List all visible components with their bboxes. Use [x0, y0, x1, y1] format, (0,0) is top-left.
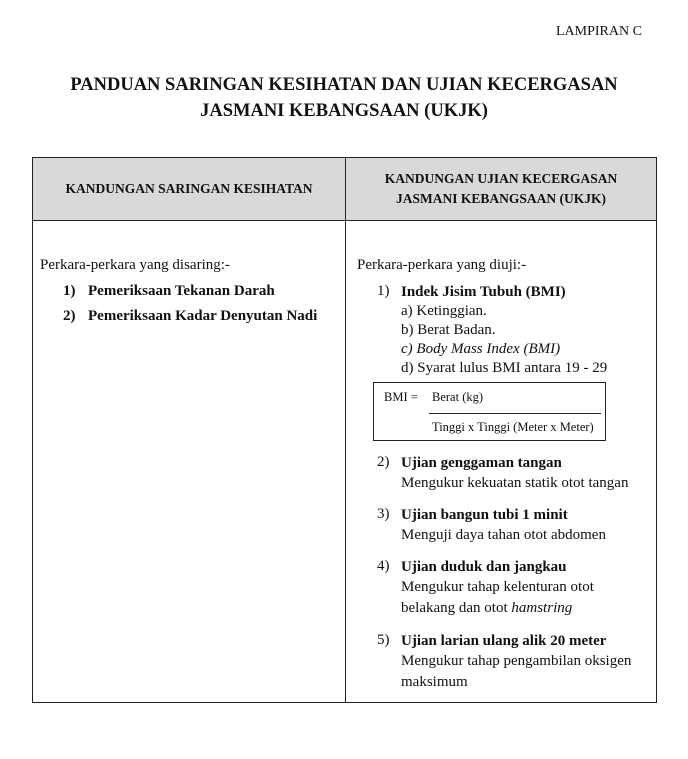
- list-item-bmi: [377, 283, 657, 441]
- sub-item: b) Berat Badan.: [401, 322, 496, 338]
- list-item: [377, 506, 657, 545]
- fraction-line: [429, 413, 601, 414]
- item-title: Ujian duduk dan jangkau: [401, 559, 567, 575]
- desc-italic: hamstring: [511, 600, 573, 616]
- item-number: 1): [63, 283, 76, 299]
- fitness-test-cell: [346, 221, 657, 703]
- item-description: Menguji daya tahan otot abdomen: [401, 527, 606, 543]
- body-row: [33, 221, 657, 703]
- formula-label: BMI =: [384, 390, 418, 404]
- item-title: Ujian larian ulang alik 20 meter: [401, 633, 607, 649]
- item-description: Mengukur tahap pengambilan oksigen: [401, 653, 632, 669]
- formula-denominator: Tinggi x Tinggi (Meter x Meter): [432, 420, 594, 434]
- header-row: [33, 158, 657, 221]
- screening-list: [63, 283, 317, 333]
- item-number: 2): [63, 308, 76, 324]
- list-item: [377, 454, 657, 493]
- sub-item: a) Ketinggian.: [401, 303, 487, 319]
- item-text: Pemeriksaan Tekanan Darah: [88, 283, 275, 299]
- header-right-line-2: JASMANI KEBANGSAAN (UKJK): [395, 191, 606, 206]
- list-item: [377, 558, 657, 619]
- bmi-formula-box: [373, 382, 606, 441]
- appendix-label: LAMPIRAN C: [556, 24, 642, 39]
- item-number: 5): [377, 632, 390, 648]
- screening-intro: Perkara-perkara yang disaring:-: [40, 257, 230, 273]
- tests-list: [377, 283, 657, 693]
- item-number: 4): [377, 558, 390, 574]
- document-title: [0, 72, 688, 124]
- sub-item: c) Body Mass Index (BMI): [401, 341, 561, 357]
- header-left-text: KANDUNGAN SARINGAN KESIHATAN: [65, 181, 313, 196]
- item-number: 3): [377, 506, 390, 522]
- header-health-screening: [33, 158, 346, 221]
- health-screening-cell: [33, 221, 346, 703]
- header-fitness-test: [346, 158, 657, 221]
- item-description: Mengukur kekuatan statik otot tangan: [401, 475, 629, 491]
- desc-text: belakang dan otot: [401, 600, 512, 616]
- list-item: [63, 283, 317, 300]
- item-number: 1): [377, 283, 390, 299]
- item-description: Mengukur tahap kelenturan otot: [401, 579, 594, 595]
- sub-item: d) Syarat lulus BMI antara 19 - 29: [401, 360, 608, 376]
- item-title: Ujian genggaman tangan: [401, 455, 562, 471]
- item-title: Indek Jisim Tubuh (BMI): [401, 284, 566, 300]
- title-line-1: PANDUAN SARINGAN KESIHATAN DAN UJIAN KECERGASAN: [70, 75, 618, 95]
- list-item: [377, 632, 657, 693]
- title-line-2: JASMANI KEBANGSAAN (UKJK): [200, 101, 488, 121]
- list-item: [63, 308, 317, 325]
- item-description: [401, 598, 657, 619]
- item-title: Ujian bangun tubi 1 minit: [401, 507, 568, 523]
- formula-numerator: Berat (kg): [432, 390, 484, 404]
- item-text: Pemeriksaan Kadar Denyutan Nadi: [88, 308, 318, 324]
- content-table: [32, 157, 657, 703]
- item-description: maksimum: [401, 674, 468, 690]
- item-number: 2): [377, 454, 390, 470]
- tests-intro: Perkara-perkara yang diuji:-: [357, 257, 527, 273]
- header-right-line-1: KANDUNGAN UJIAN KECERGASAN: [384, 171, 618, 186]
